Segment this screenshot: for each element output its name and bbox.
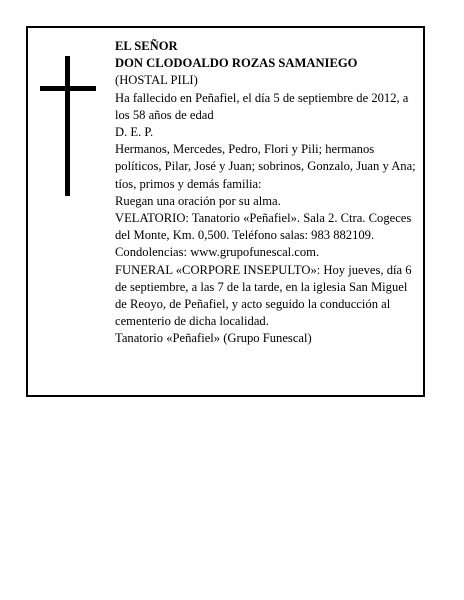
cross-vertical-bar xyxy=(65,56,70,196)
deceased-name: DON CLODOALDO ROZAS SAMANIEGO xyxy=(115,56,358,71)
deceased-nickname: (HOSTAL PILI) xyxy=(115,73,198,88)
cross-horizontal-bar xyxy=(40,86,96,91)
rip-text: D. E. P. xyxy=(115,125,154,140)
obituary-notice xyxy=(26,26,425,397)
notice-text-block xyxy=(115,38,418,348)
funeral-provider: Tanatorio «Peñafiel» (Grupo Funescal) xyxy=(115,331,312,346)
prayer-request: Ruegan una oración por su alma. xyxy=(115,193,281,208)
funeral-details: FUNERAL «CORPORE INSEPULTO»: Hoy jueves, día 6 de septiembre, a las 7 de la tarde, en la iglesia San Miguel de Reoyo, de Peñafiel, y acto seguido la conducción al cementerio de dicha localidad. xyxy=(115,262,412,329)
death-announcement: Ha fallecido en Peñafiel, el día 5 de septiembre de 2012, a los 58 años de edad xyxy=(115,90,409,122)
family-members: Hermanos, Mercedes, Pedro, Flori y Pili; hermanos políticos, Pilar, José y Juan; sobrinos, Gonzalo, Juan y Ana; tíos, primos y demás familia: xyxy=(115,142,416,191)
wake-details: VELATORIO: Tanatorio «Peñafiel». Sala 2. Ctra. Cogeces del Monte, Km. 0,500. Teléfono salas: 983 882109. Condolencias: www.grupofunescal.com. xyxy=(115,211,412,260)
latin-cross-icon xyxy=(40,56,94,196)
notice-heading: EL SEÑOR xyxy=(115,39,178,53)
